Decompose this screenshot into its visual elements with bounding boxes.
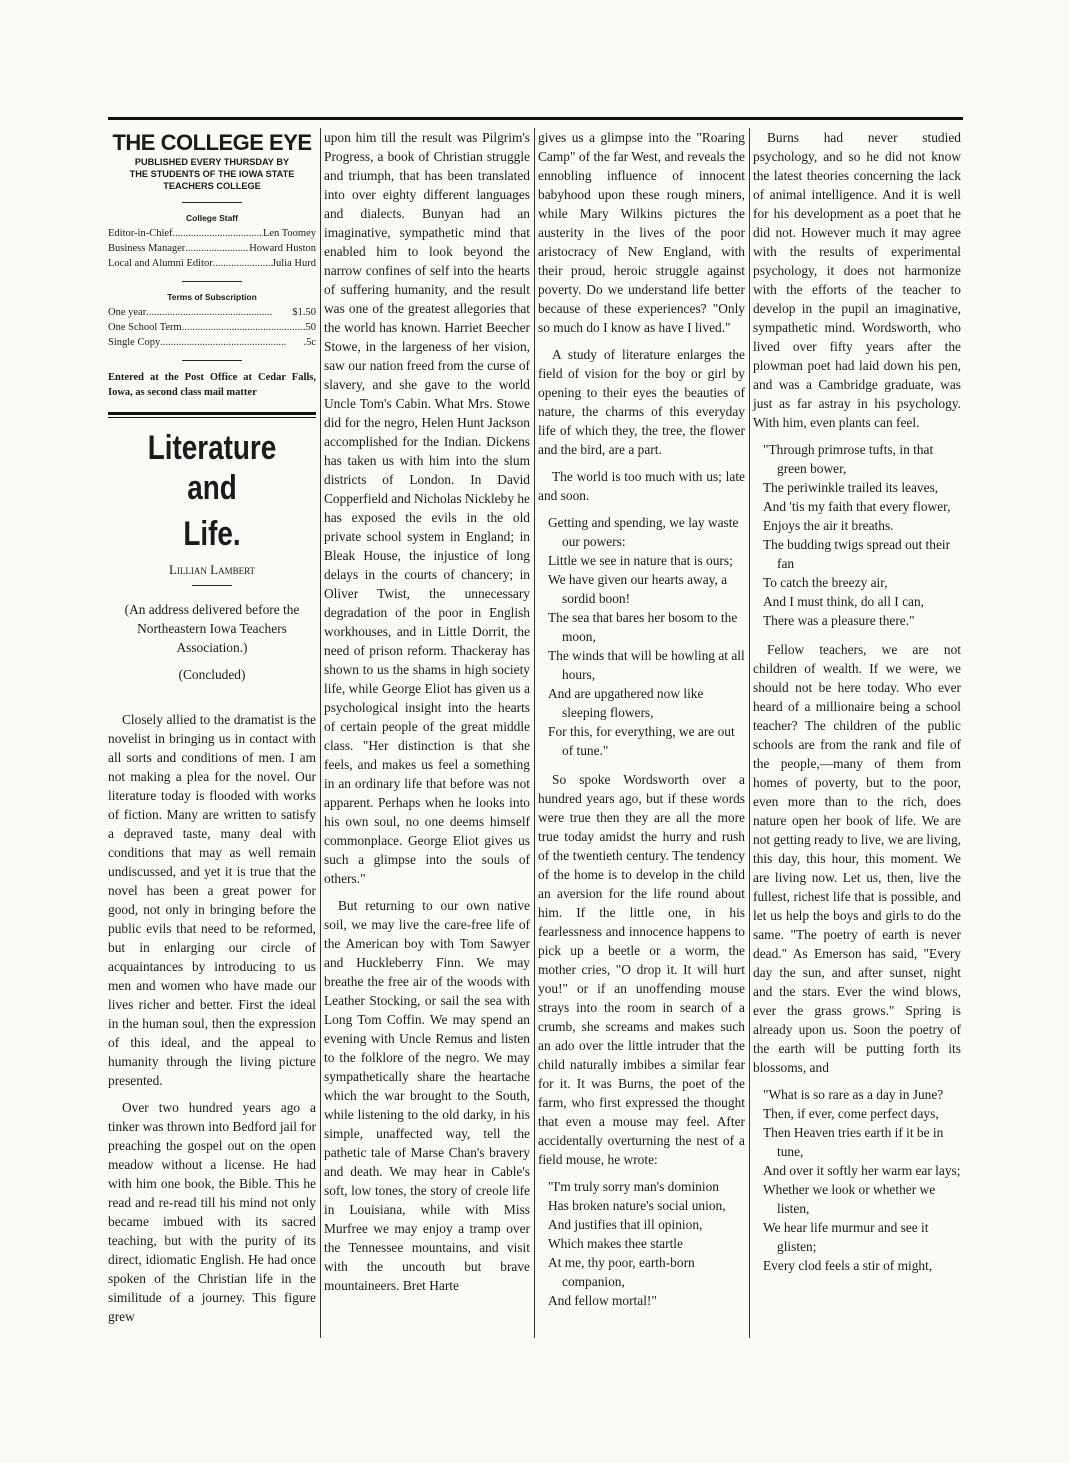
poem-line: "I'm truly sorry man's dominion (548, 1179, 719, 1194)
poem-line: And justifies that ill opinion, (548, 1217, 703, 1232)
paragraph: But returning to our own native soil, we may live the care-free life of the American boy with Tom Sawyer and Huckleberry Finn. We may breathe the free air of the woods with Leather Stocking, or sail the sea with Long Tom Coffin. We may spend an evening with Uncle Remus and listen to the folklore of the negro. We may sympathetically share the heartache which the war brought to the South, while listening to the old darky, in his simple, unaffected way, tell the pathetic tale of Marse Chan's bravery and death. We may hear in Cable's soft, low tones, the story of creole life in Louisiana, while with Miss Murfree we may enjoy a tramp over the Tennessee mountains, and visit with the uncouth but brave mountaineers. Bret Harte (324, 898, 530, 1293)
terms-list (108, 305, 316, 350)
poem-line: To catch the breezy air, (763, 575, 888, 590)
poem-line: The periwinkle trailed its leaves, (763, 480, 939, 495)
paragraph: A study of literature enlarges the field of vision for the boy or girl by opening to their eyes the beauties of nature, the charms of this everyday life of which they, the tree, the flower and the bird, are a part. (538, 347, 745, 457)
poem-june (763, 1085, 961, 1275)
paragraph: Closely allied to the dramatist is the novelist in bringing us in contact with all sorts and conditions of men. I am not making a plea for the novel. Our literature today is flooded with works of fiction. Many are written to satisfy a depraved taste, many deal with conditions that may as well remain undiscussed, and yet it is true that the novel has been a great power for good, not only in bringing before the public evils that need to be reformed, but in enlarging our circle of acquaintances by introducing to us men and women who have made our lives richer and better. First the ideal in the human soul, then the expression of this ideal, and the appeal to humanity through the living picture presented. (108, 712, 316, 1088)
poem-line: At me, thy poor, earth-born companion, (548, 1255, 695, 1289)
headline-line-1: Literature and (147, 429, 277, 507)
staff-row: Local and Alumni Editor ..... Julia Hurd (108, 256, 316, 271)
article-note: (An address delivered before the Northeastern Iowa Teachers Association.) (124, 602, 300, 655)
poem-line: For this, for everything, we are out of tune." (548, 724, 735, 758)
staff-list (108, 226, 316, 271)
column-3 (538, 128, 745, 1320)
poem-line: And over it softly her warm ear lays; (763, 1163, 961, 1178)
page-top-rule (108, 117, 963, 120)
poem-line: Every clod feels a stir of might, (763, 1258, 933, 1273)
paragraph: So spoke Wordsworth over a hundred years ago, but if these words were true then they are all the more true today amidst the hurry and rush of the twentieth century. The tendency of the home is to develop in the child an aversion for the life round about him. If the little one, in his fearlessness and innocence happens to pick up a beetle or a worm, the mother cries, "O drop it. It will hurt you!" or if an unoffending mouse strays into the room in search of a crumb, she screams and makes such an ado over the little intruder that the child naturally imbibes a similar fear for it. It was Burns, the poet of the farm, who first expressed the thought that even a mouse may feel. After accidentally overturning the nest of a field mouse, he wrote: (538, 772, 745, 1167)
poem-line: Then, if ever, come perfect days, (763, 1106, 939, 1121)
staff-row: Editor-in-Chief ..... Len Toomey (108, 226, 316, 241)
column-1 (108, 128, 316, 1334)
terms-heading: Terms of Subscription (167, 292, 257, 302)
divider (182, 202, 242, 203)
column-divider-2 (534, 128, 535, 1338)
poem-line: There was a pleasure there." (763, 613, 915, 628)
terms-row: One year ..... $1.50 (108, 305, 316, 320)
poem-wordsworth (548, 513, 745, 760)
poem-line: The winds that will be howling at all hours, (548, 648, 745, 682)
concluded-label: (Concluded) (178, 667, 246, 682)
staff-row: Business Manager ..... Howard Huston (108, 241, 316, 256)
poem-line: "What is so rare as a day in June? (763, 1087, 944, 1102)
terms-row: One School Term ..... .50 (108, 320, 316, 335)
postal-notice: Entered at the Post Office at Cedar Falls, Iowa, as second class mail matter (108, 372, 316, 398)
terms-row: Single Copy ..... .5c (108, 335, 316, 350)
masthead-publisher: PUBLISHED EVERY THURSDAY BY THE STUDENTS OF THE IOWA STATE TEACHERS COLLEGE (129, 157, 295, 191)
column-divider-3 (749, 128, 750, 1338)
column-2 (324, 128, 530, 1303)
poem-line: The sea that bares her bosom to the moon, (548, 610, 738, 644)
paragraph: Fellow teachers, we are not children of wealth. If we were, we should not be here today. Who ever heard of a millionaire being a school teacher? The children of the public schools are from the rank and file of the people,—many of them from homes of poverty, but to the poor, even more than to the rich, does nature open her book of life. We are not getting ready to live, we are living, this day, this hour, this moment. We are living now. Let us, then, live the fullest, richest life that is possible, and let us help the boys and girls to do the same. "The poetry of earth is never dead." As Emerson has said, "Every day the sun, and after sunset, night and the stars. Ever the wind blows, ever the grass grows." Spring is already upon us. Soon the poetry of the earth will be putting forth its blossoms, and (753, 642, 961, 1075)
divider (182, 360, 242, 361)
poem-line: Whether we look or whether we listen, (763, 1182, 936, 1216)
poem-line: "Through primrose tufts, in that green bower, (763, 442, 934, 476)
divider (182, 281, 242, 282)
poem-line: And are upgathered now like sleeping flowers, (548, 686, 704, 720)
poem-primrose (763, 440, 961, 630)
paragraph: upon him till the result was Pilgrim's Progress, a book of Christian struggle and triumph, that has been translated into over eighty different languages and dialects. Bunyan had an imaginative, sympathetic mind that enabled him to look beyond the narrow confines of self into the hearts of suffering humanity, and the result was one of the greatest allegories that the world has known. Harriet Beecher Stowe, in the largeness of her vision, saw our nation freed from the curse of slavery, and she gave to the world Uncle Tom's Cabin. What Mrs. Stowe did for the negro, Helen Hunt Jackson accomplished for the Indian. Dickens has taken us with him into the slum districts of London. In David Copperfield and Nicholas Nickleby he has exposed the evils in the old private school system in England; in Bleak House, the injustice of long delays in the courts of chancery; in Oliver Twist, the unnecessary degradation of the poor in English workhouses, and in Little Dorrit, the need of prison reform. Thackeray has shown to us the shams in high society life, while George Eliot has given us a psychological insight into the hearts of certain people of the great middle class. "Her distinction is that she feels, and makes us feel a something in an ordinary life that before was not apparent. Perhaps when he looks into his own soul, no one deems himself commonplace. George Eliot gives us such a glimpse into the souls of others." (324, 130, 531, 886)
headline-line-2: Life. (183, 515, 241, 553)
column-divider-1 (320, 128, 321, 1338)
paragraph: The world is too much with us; late and soon. (538, 469, 745, 503)
poem-line: And I must think, do all I can, (763, 594, 925, 609)
poem-line: We hear life murmur and see it glisten; (763, 1220, 929, 1254)
double-rule (108, 412, 316, 418)
poem-line: And 'tis my faith that every flower, (763, 499, 951, 514)
masthead-title: THE COLLEGE EYE (112, 130, 312, 155)
column-4 (753, 128, 961, 1285)
paragraph: Over two hundred years ago a tinker was thrown into Bedford jail for preaching the gospel out on the open meadow without a license. He had with him one book, the Bible. This he read and re-read till his mind not only became imbued with its sacred teaching, but with the purity of its direct, idiomatic English. He had once spoken of the Christian life in the similitude of a journey. This figure grew (108, 1100, 316, 1324)
poem-line: Then Heaven tries earth if it be in tune, (763, 1125, 944, 1159)
poem-line: Which makes thee startle (548, 1236, 683, 1251)
author-byline: Lillian Lambert (168, 562, 256, 577)
paragraph: gives us a glimpse into the "Roaring Camp" of the far West, and reveals the ennobling influence of innocent babyhood upon these rough miners, while Mary Wilkins pictures the austerity in the lives of the poor aristocracy of New England, with their proud, heroic struggle against poverty. Do we understand life better because of these experiences? "Only so much do I know as have I lived." (538, 130, 745, 335)
poem-line: The budding twigs spread out their fan (763, 537, 951, 571)
paragraph: Burns had never studied psychology, and so he did not know the latest theories concerning the lack of animal intelligence. And it is well for his development as a poet that he did not. However much it may agree with the results of experimental psychology, it does not harmonize with the efforts of the teacher to develop in the pupil an imaginative, sympathetic mind. Wordsworth, who lived over fifty years after the plowman poet had laid down his pen, and was a Cambridge graduate, was just as far astray in his psychology. With him, even plants can feel. (753, 130, 961, 430)
poem-line: Enjoys the air it breaths. (763, 518, 894, 533)
poem-line: And fellow mortal!" (548, 1293, 657, 1308)
poem-line: Little we see in nature that is ours; (548, 553, 733, 568)
staff-heading: College Staff (186, 213, 238, 223)
poem-line: We have given our hearts away, a sordid boon! (548, 572, 728, 606)
poem-burns (548, 1177, 745, 1310)
divider (192, 585, 232, 586)
poem-line: Getting and spending, we lay waste our powers: (548, 515, 739, 549)
poem-line: Has broken nature's social union, (548, 1198, 726, 1213)
